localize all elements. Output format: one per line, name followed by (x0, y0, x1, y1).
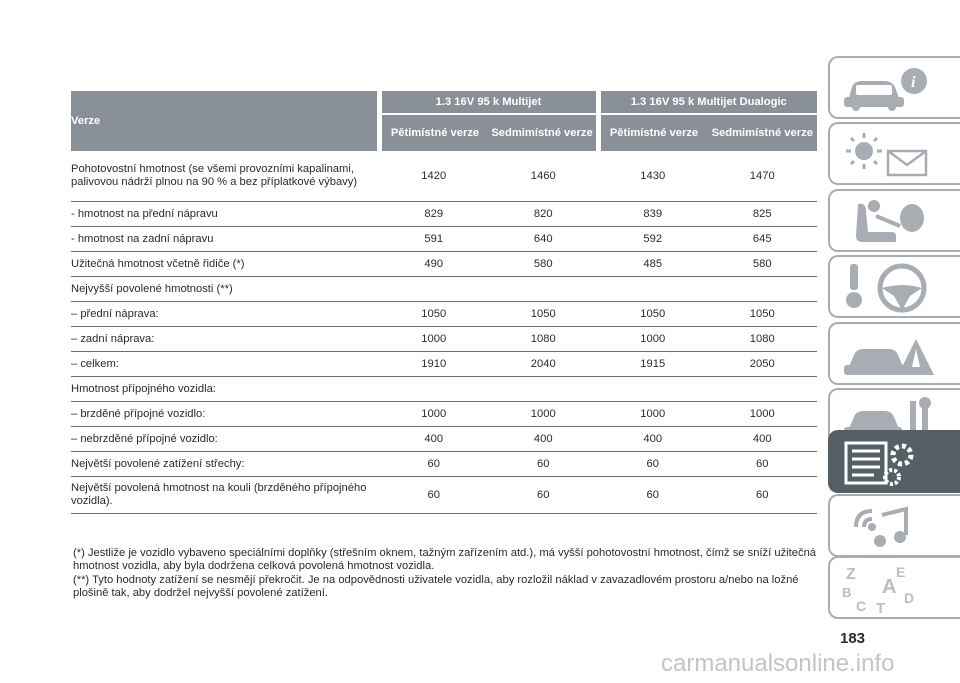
header-version-4: Sedmimístné verze (708, 114, 818, 151)
cell-value: 1000 (489, 402, 599, 427)
index-letter: B (842, 585, 852, 600)
table-row (71, 427, 817, 452)
index-letter: D (904, 590, 915, 606)
index-letter: A (882, 576, 897, 598)
cell-value: 60 (708, 477, 818, 514)
car-breakdown-icon (840, 329, 940, 381)
cell-value: 1000 (379, 327, 489, 352)
table-row (71, 302, 817, 327)
table-row (71, 202, 817, 227)
multimedia-icon (840, 501, 940, 553)
cell-value: 400 (598, 427, 708, 452)
index-letter: Z (846, 566, 856, 583)
table-row (71, 252, 817, 277)
cell-value: 60 (489, 477, 599, 514)
header-version-3: Pětimístné verze (598, 114, 708, 151)
cell-value: 1000 (598, 327, 708, 352)
row-label: Největší povolená hmotnost na kouli (brzděného přípojného vozidla). (71, 477, 379, 514)
cell-value: 1470 (708, 151, 818, 202)
cell-value (708, 277, 818, 302)
cell-value (379, 277, 489, 302)
row-label: – brzděné přípojné vozidlo: (71, 402, 379, 427)
side-tab-car-info[interactable] (828, 56, 960, 119)
cell-value: 580 (489, 252, 599, 277)
header-version-1: Pětimístné verze (379, 114, 489, 151)
cell-value: 825 (708, 202, 818, 227)
footnote-2: (**) Tyto hodnoty zatížení se nesmějí překročit. Je na odpovědnosti uživatele vozidla, aby rozložil náklad v zavazadlovém prostoru a/nebo na ložné plošině tak, aby dodržel nejvyšší povolené zatížení. (73, 574, 799, 599)
cell-value (598, 277, 708, 302)
cell-value: 1050 (379, 302, 489, 327)
side-tab-multimedia[interactable] (828, 494, 960, 557)
row-label: Největší povolené zatížení střechy: (71, 452, 379, 477)
alphabetical-index-icon (840, 563, 940, 615)
cell-value: 485 (598, 252, 708, 277)
cell-value: 1080 (489, 327, 599, 352)
cell-value: 60 (489, 452, 599, 477)
side-tab-alphabetical-index[interactable] (828, 556, 960, 619)
cell-value: 2040 (489, 352, 599, 377)
cell-value: 490 (379, 252, 489, 277)
side-tab-warning-lights[interactable] (828, 122, 960, 185)
cell-value (708, 377, 818, 402)
table-row (71, 402, 817, 427)
cell-value: 1080 (708, 327, 818, 352)
cell-value: 2050 (708, 352, 818, 377)
cell-value: 829 (379, 202, 489, 227)
footnote-1: (*) Jestliže je vozidlo vybaveno speciálními doplňky (střešním oknem, tažným zařízením atd.), má vyšší pohotovostní hmotnost, čímž se sníží užitečná hmotnost vozidla, aby byla dodržena celková povolená hmotnost vozidla. (73, 547, 817, 572)
side-tab-key-steering-wheel[interactable] (828, 255, 960, 318)
row-label: – přední náprava: (71, 302, 379, 327)
technical-data-icon (840, 437, 940, 489)
cell-value: 60 (598, 477, 708, 514)
cell-value: 60 (379, 452, 489, 477)
cell-value: 400 (379, 427, 489, 452)
cell-value: 60 (379, 477, 489, 514)
warning-lights-icon (840, 129, 940, 181)
table-row (71, 151, 817, 202)
cell-value: 60 (598, 452, 708, 477)
footnotes (73, 547, 821, 601)
cell-value: 1430 (598, 151, 708, 202)
cell-value: 400 (489, 427, 599, 452)
airbag-seat-icon (840, 196, 940, 248)
cell-value: 1460 (489, 151, 599, 202)
header-version-2: Sedmimístné verze (489, 114, 599, 151)
car-info-icon (840, 63, 940, 115)
watermark: carmanualsonline.info (661, 650, 895, 677)
side-tab-car-breakdown[interactable] (828, 322, 960, 385)
cell-value: 1915 (598, 352, 708, 377)
header-engine-2: 1.3 16V 95 k Multijet Dualogic (598, 91, 817, 114)
cell-value: 820 (489, 202, 599, 227)
index-letter: E (896, 564, 906, 580)
table-row (71, 227, 817, 252)
cell-value: 1910 (379, 352, 489, 377)
table-row (71, 452, 817, 477)
table-row (71, 352, 817, 377)
row-label: Nejvyšší povolené hmotnosti (**) (71, 277, 379, 302)
cell-value: 400 (708, 427, 818, 452)
cell-value: 640 (489, 227, 599, 252)
cell-value: 645 (708, 227, 818, 252)
cell-value (598, 377, 708, 402)
cell-value: 592 (598, 227, 708, 252)
cell-value: 1000 (598, 402, 708, 427)
table-row (71, 477, 817, 514)
row-label: – celkem: (71, 352, 379, 377)
index-letter: T (876, 600, 886, 615)
cell-value: 591 (379, 227, 489, 252)
cell-value (379, 377, 489, 402)
cell-value: 580 (708, 252, 818, 277)
cell-value: 1420 (379, 151, 489, 202)
row-label: - hmotnost na přední nápravu (71, 202, 379, 227)
index-letter: C (856, 598, 867, 614)
cell-value: 1000 (379, 402, 489, 427)
cell-value: 60 (708, 452, 818, 477)
cell-value: 1050 (598, 302, 708, 327)
cell-value: 1000 (708, 402, 818, 427)
svg-text:i: i (911, 74, 916, 91)
row-label: Hmotnost přípojného vozidla: (71, 377, 379, 402)
cell-value (489, 377, 599, 402)
page-number: 183 (840, 630, 866, 647)
row-label: Užitečná hmotnost včetně řidiče (*) (71, 252, 379, 277)
cell-value (489, 277, 599, 302)
key-steering-wheel-icon (840, 262, 940, 314)
table-row (71, 377, 817, 402)
row-label: Pohotovostní hmotnost (se všemi provozními kapalinami, palivovou nádrží plnou na 90 % a bez příplatkové výbavy) (71, 151, 379, 202)
header-version-label: Verze (71, 91, 379, 151)
table-row (71, 277, 817, 302)
side-tab-airbag-seat[interactable] (828, 189, 960, 252)
row-label: – nebrzděné přípojné vozidlo: (71, 427, 379, 452)
technical-data-table (71, 91, 817, 514)
cell-value: 839 (598, 202, 708, 227)
row-label: - hmotnost na zadní nápravu (71, 227, 379, 252)
side-tab-technical-data[interactable] (828, 430, 960, 493)
table-row (71, 327, 817, 352)
cell-value: 1050 (489, 302, 599, 327)
cell-value: 1050 (708, 302, 818, 327)
header-engine-1: 1.3 16V 95 k Multijet (379, 91, 598, 114)
row-label: – zadní náprava: (71, 327, 379, 352)
